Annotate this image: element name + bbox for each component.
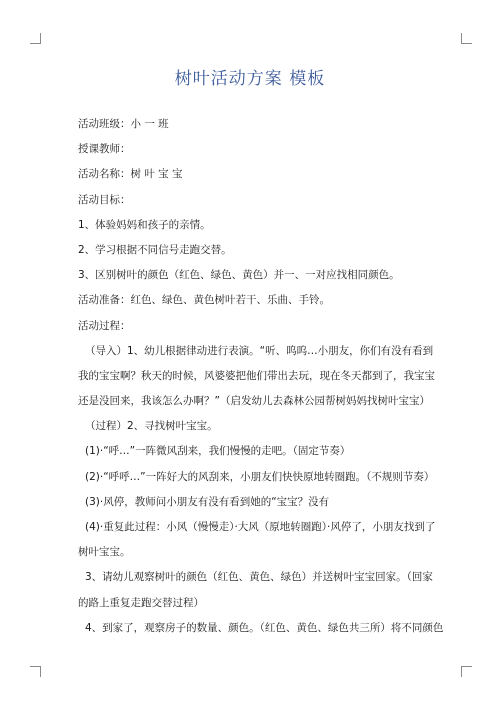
crop-mark-top-right (461, 33, 472, 44)
activity-name-line: 活动名称：树 叶 宝 宝 (78, 168, 183, 181)
process-step: （过程）2、寻找树叶宝宝。 (85, 420, 218, 433)
process-substep: (1)·“呼…”一阵微风刮来，我们慢慢的走吧。（固定节奏） (85, 445, 351, 458)
crop-mark-bottom-right (461, 666, 472, 677)
teacher-line: 授课教师： (78, 143, 131, 156)
process-paragraph: 4、到家了，观察房子的数量、颜色。（红色、黄色、绿色共三所）将不同颜色 (85, 621, 444, 634)
process-substep-paragraph: (4)·重复此过程：小风（慢慢走）·大风（原地转圈跑）·风停了，小朋友找到了树叶宝宝。 (78, 521, 436, 559)
process-heading: 活动过程： (78, 319, 131, 332)
intro-paragraph: （导入）1、幼儿根据律动进行表演。“听、呜呜…小朋友，你们有没有看到我的宝宝啊？秋天的时候，风婆婆把他们带出去玩，现在冬天都到了，我宝宝还是没回来，我该怎么办啊？”（启发幼儿去森林公园帮树妈妈找树叶宝宝） (78, 344, 435, 408)
goal-item: 1、体验妈妈和孩子的亲情。 (78, 218, 211, 231)
goal-item: 2、学习根据不同信号走跑交替。 (78, 243, 232, 256)
document-title: 树叶活动方案 模板 (174, 69, 326, 89)
process-substep: (2)·“呼呼…”一阵好大的风刮来，小朋友们快快原地转圈跑。（不规则节奏） (85, 470, 435, 483)
process-paragraph: 3、请幼儿观察树叶的颜色（红色、黄色、绿色）并送树叶宝宝回家。（回家的路上重复走跑交替过程） (78, 571, 433, 609)
crop-mark-bottom-left (30, 666, 41, 677)
crop-mark-top-left (30, 33, 41, 44)
document-body (78, 112, 443, 641)
goals-heading: 活动目标： (78, 193, 131, 206)
goal-item: 3、区别树叶的颜色（红色、绿色、黄色）并一、一对应找相同颜色。 (78, 269, 400, 282)
process-substep: (3)·风停，教师问小朋友有没有看到她的“宝宝？没有 (85, 495, 330, 508)
preparation-line: 活动准备：红色、绿色、黄色树叶若干、乐曲、手铃。 (78, 294, 330, 307)
class-line: 活动班级：小 一 班 (78, 118, 169, 130)
